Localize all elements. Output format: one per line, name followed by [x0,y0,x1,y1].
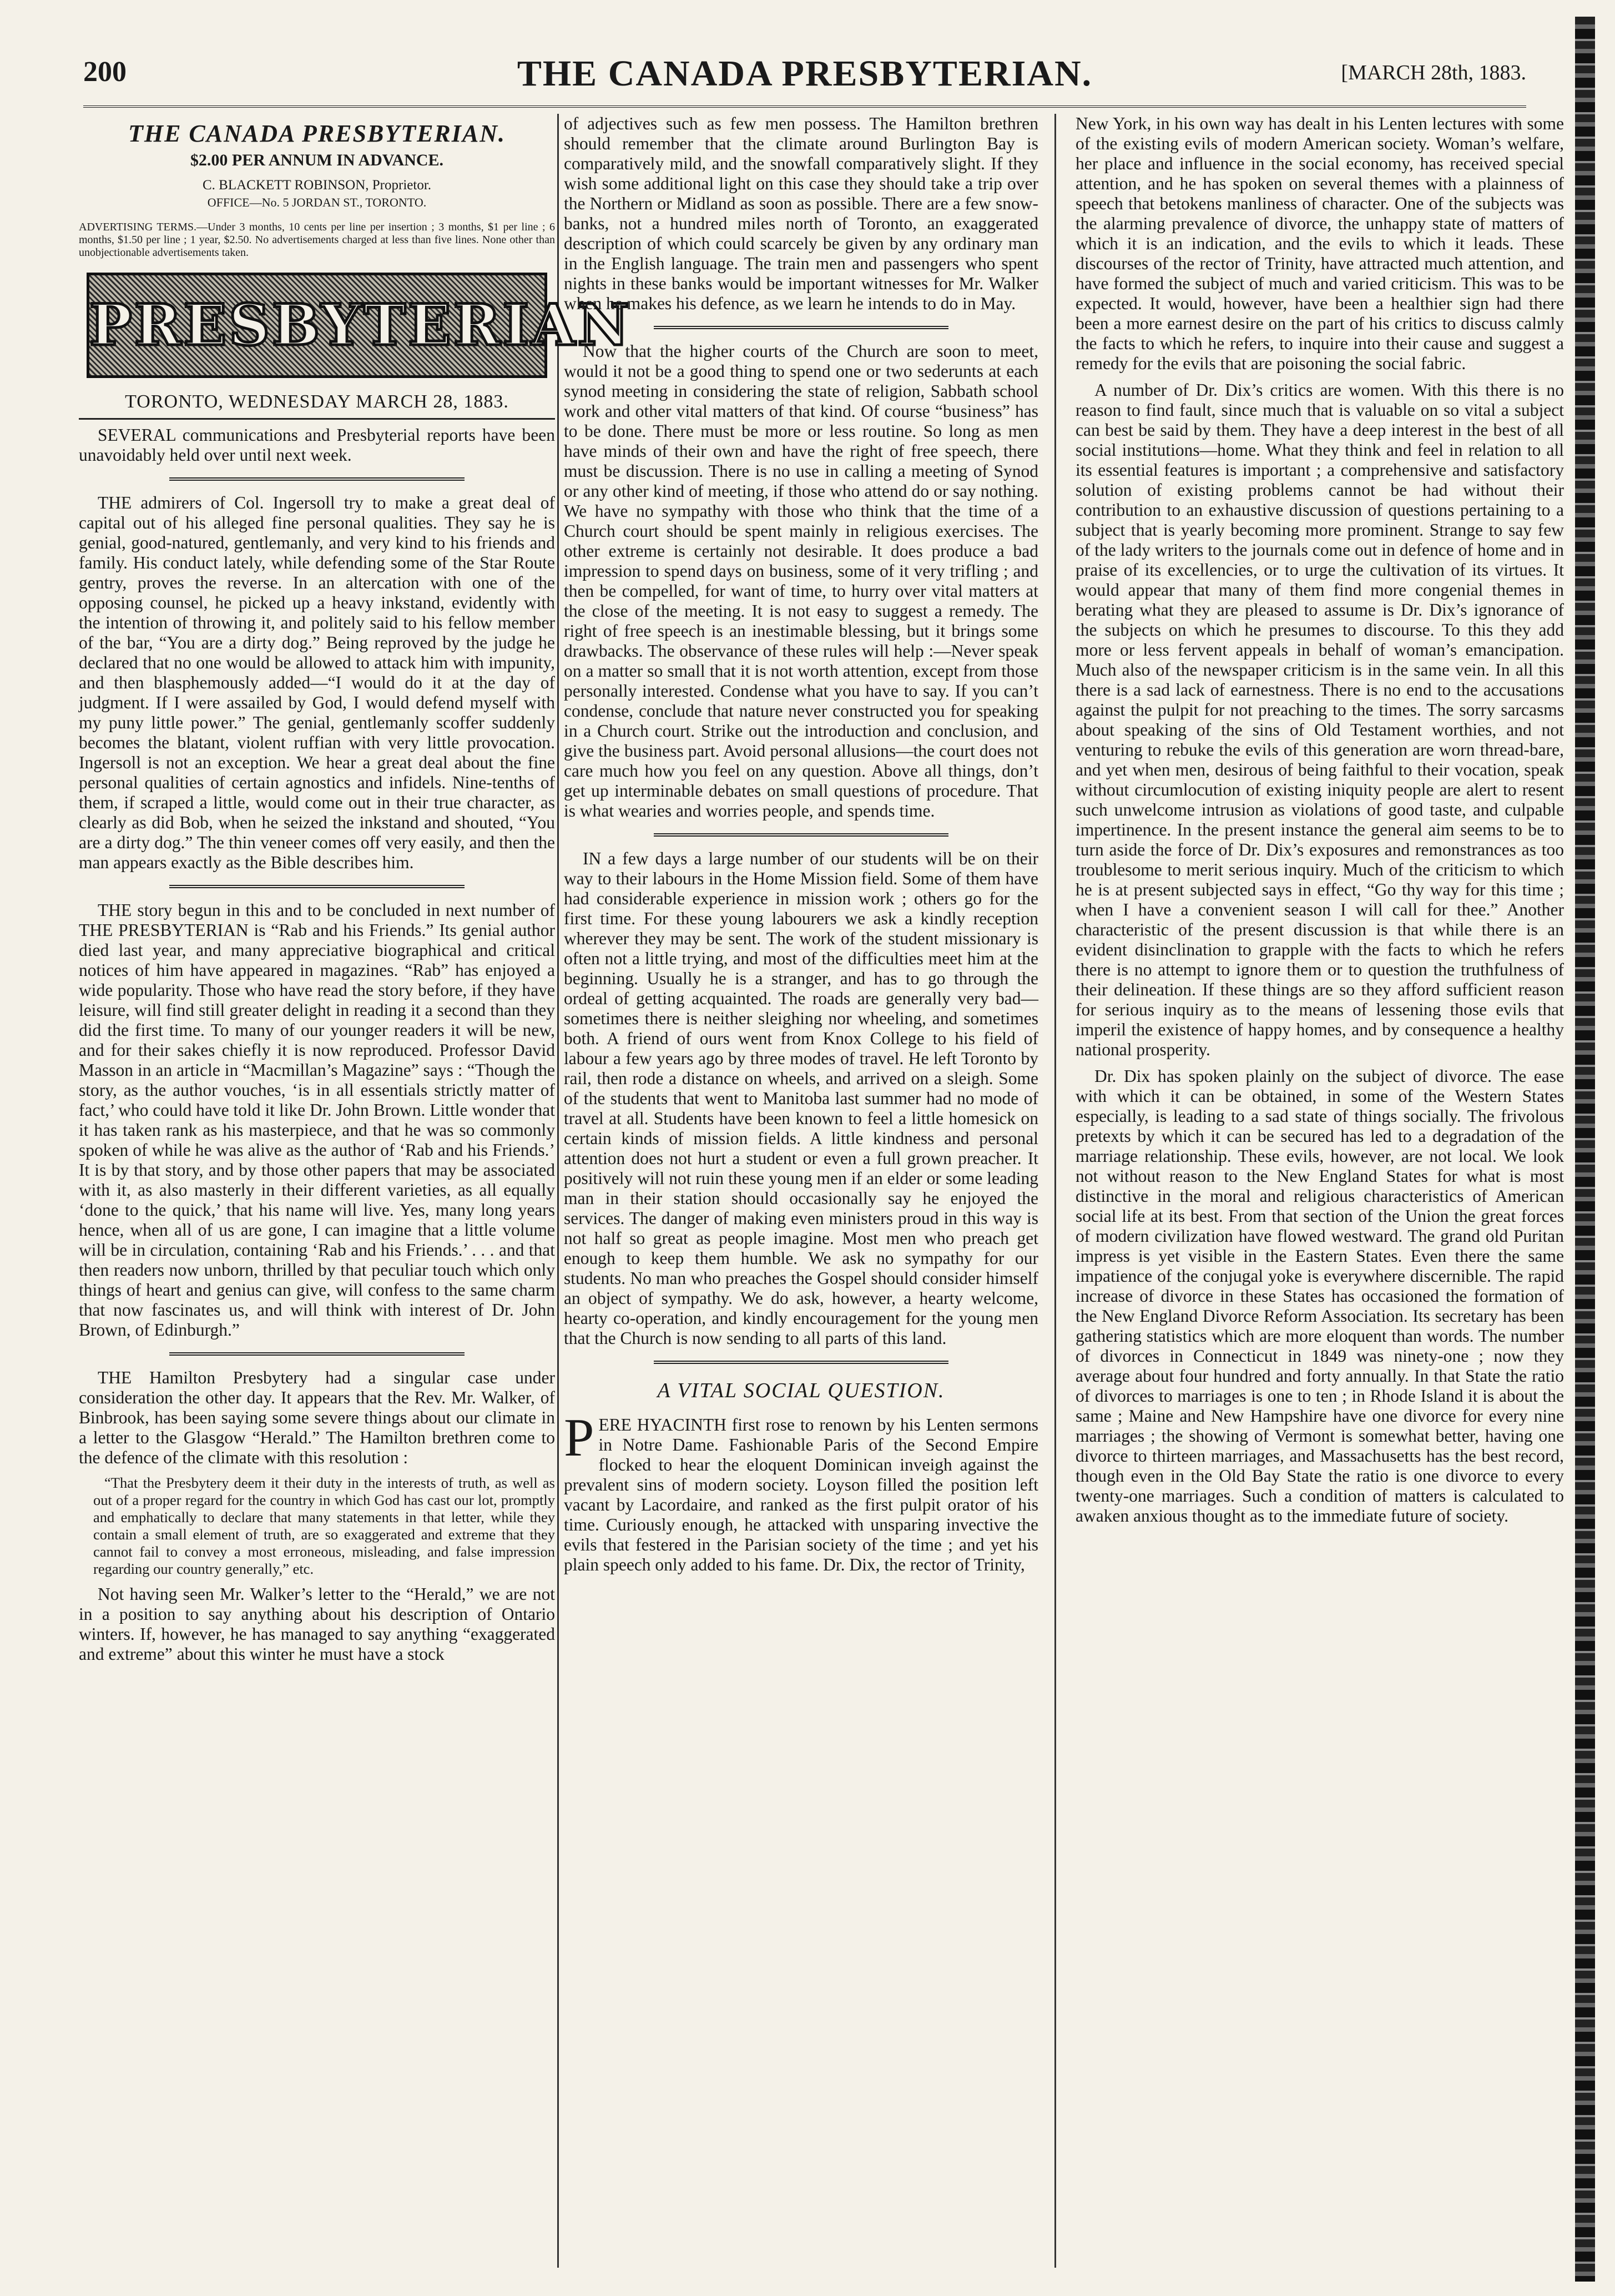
column-divider-2 [1054,114,1056,2268]
subscription-price: $2.00 PER ANNUM IN ADVANCE. [190,151,444,169]
article-opening-text: ERE HYACINTH first rose to renown by his Lenten sermons in Notre Dame. Fashionable Paris of the Second Empire flocked to hear the eloquent Dominican inveigh against the prevalent sins of modern society. Loyson filled the position left vacant by Lacordaire, and ranked as the first pulpit orator of his time. Curiously enough, he attacked with unsparing invective the evils that festered in the Parisian society of the time ; and yet his plain speech only added to his fame. Dr. Dix, the rector of Trinity, [564,1415,1038,1574]
article-title: A VITAL SOCIAL QUESTION. [657,1379,945,1402]
article-divorce-paragraph: Dr. Dix has spoken plainly on the subject of divorce. The ease with which it can be obtained, in some of the Western States especially, is leading to a sad state of things socially. The frivolous pretexts by which it can be secured has led to a degradation of the marriage relationship. These evils, however, are not local. We look not without reason to the New England States for what is most distinctive in the moral and religious characteristics of American social life at its best. From that section of the Union the great forces of modern civilization have flowed westward. The grand old Puritan impress is yet visible in the Eastern States. Even there the same impatience of the conjugal yoke is everywhere discernible. The rapid increase of divorce in these States has occasioned the formation of the New England Divorce Reform Association. Its secretary has been gathering statistics which are more eloquent than words. The number of divorces in Connecticut in 1849 was ninety-one ; now they average about four hundred and forty annually. In that State the ratio of divorces to marriages is one to ten ; in Rhode Island it is about the same ; Maine and New Hampshire have one divorce for every nine marriages ; the showing of Vermont is somewhat better, having one divorce to thirteen marriages, and Massachusetts has the best record, though even in the Old Bay State the ratio is one divorce to every twenty-one marriages. Such a condition of matters is calculated to awaken anxious thought as to the immediate future of society. [1076,1066,1564,1525]
masthead-banner-logo [87,273,632,378]
section-divider [169,1352,465,1356]
column-1 [79,114,632,2279]
drop-cap: P [564,1408,594,1468]
column-divider-1 [557,114,559,2268]
editorial-ingersoll: THE admirers of Col. Ingersoll try to make a great deal of capital out of his alleged fine personal qualities. They say he is genial, good-natured, gentlemanly, and very kind to his friends and family. His conduct lately, while defending some of the Star Route gentry, proves the reverse. In an altercation with one of the opposing counsel, he picked up a heavy inkstand, evidently with the intention of throwing it, and politely said to his fellow member of the bar, “You are a dirty dog.” Being reproved by the judge he declared that no one would be allowed to attack him with impunity, and then blasphemously added—“I would do it at the day of judgment. If I were assailed by God, I would defend myself with my puny little power.” The genial, gentlemanly scoffer suddenly becomes the blatant, violent ruffian with very little provocation. Ingersoll is not an exception. We hear a great deal about the fine personal qualities of certain agnostics and infidels. Nine-tenths of them, if scraped a little, would come out in their true character, as clearly as did Bob, when he seized the inkstand and shouted, “You are a dirty dog.” The thin veneer comes off very easily, and then the man appears exactly as the Bible describes him. [79,493,555,872]
column-3 [1076,114,1564,2279]
scan-edge [1575,17,1595,2282]
editorial-church-courts: Now that the higher courts of the Church are soon to meet, would it not be a good thing to spend one or two sederunts at each synod meeting in considering the state of religion, Sabbath school work and other vital matters of that kind. Of course “business” has to be done. There must be more or less routine. So long as men have minds of their own and have the right of free speech, there must be discussion. There is no use in calling a meeting of Synod or any other kind of meeting, if those who attend do or say nothing. We have no sympathy with those who think that the time of a Church court should be spent mainly in religious exercises. The other extreme is certainly not desirable. It does produce a bad impression to spend days on business, some of it very trifling ; and then be compelled, for want of time, to hurry over vital matters at the close of the meeting. It is not easy to suggest a remedy. The right of free speech is an inestimable blessing, but it brings some drawbacks. The observance of these rules will help :—Never speak on a matter so small that it is not worth attention, except from those personally interested. Condense what you have to say. If you can’t condense, conclude that nature never constructed you for speaking in a Church court. Strike out the introduction and conclusion, and give the business part. Avoid personal allusions—the court does not care much how you feel on any question. Above all things, don’t get up interminable debates on small questions of procedure. That is what wearies and worries people, and spends time. [564,341,1038,820]
newspaper-title: THE CANADA PRESBYTERIAN. [517,53,1093,94]
issue-date: [MARCH 28th, 1883. [1341,61,1526,84]
editorial-hamilton-presbytery: THE Hamilton Presbytery had a singular case under consideration the other day. It appears that the Rev. Mr. Walker, of Binbrook, has been saying some severe things about our climate in a letter to the Glasgow “Herald.” The Hamilton brethren come to the defence of the climate with this resolution : [79,1368,555,1467]
editorial-walker-letter: Not having seen Mr. Walker’s letter to the “Herald,” we are not in a position to say anything about his description of Ontario winters. If, however, he has managed to say anything “exaggerated and extreme” about this winter he must have a stock [79,1584,555,1664]
page-header [83,53,1526,105]
section-divider [654,833,948,837]
banner-text: PRESBYTERIAN [89,292,632,359]
page-number: 200 [83,56,127,88]
section-divider [169,885,465,888]
column-2 [564,114,1038,2279]
advertising-terms: ADVERTISING TERMS.—Under 3 months, 10 cents per line per insertion ; 3 months, $1 per line ; 6 months, $1.50 per line ; 1 year, $2.50. No advertisements charged at less than five lines. None other than unobjectionable advertisements taken. [79,221,555,259]
section-divider [169,477,465,481]
article-vital-social-question-opening [564,1408,1038,1575]
resolution-quote: “That the Presbytery deem it their duty in the interests of truth, as well as out of a proper regard for the country in which God has cast our lot, promptly and emphatically to declare that many statements in that letter, while they contain a small element of truth, are so exaggerated and extreme that they cannot fail to convey a most erroneous, misleading, and false impression regarding our country generally,” etc. [93,1474,555,1577]
header-rule [83,105,1526,108]
article-critics-paragraph: A number of Dr. Dix’s critics are women. With this there is no reason to find fault, since much that is valuable on so vital a subject can best be said by them. They have a deep interest in the best of all social institutions—home. What they think and feel in relation to all its essential features is important ; a comprehensive and satisfactory solution of existing problems cannot be had without their contribution to an exhaustive discussion of questions pertaining to a subject that is yearly becoming more prominent. Strange to say few of the lady writers to the journals come out in defence of home and in praise of its excellencies, or to urge the cultivation of its virtues. It would appear that many of them find more congenial themes in berating what they are pleased to assume is Dr. Dix’s ignorance of the subjects on which he presumes to discourse. To this they add more or less fervent appeals in behalf of woman’s emancipation. Much also of the newspaper criticism is in the same vein. In all this there is a sad lack of earnestness. There is no end to the accusations against the pulpit for not preaching to the times. The sorry sarcasms about speaking of the sins of Old Testament worthies, and not venturing to rebuke the evils of this generation are worn thread-bare, and yet when men, desirous of being faithful to their vocation, speak without circumlocution of existing iniquity people are alert to resent such unwelcome intrusion as violations of good taste, and culpable impertinence. In the present instance the general aim seems to be to turn aside the force of Dr. Dix’s exposures and remonstrances as too troublesome to merit serious inquiry. Much of the criticism to which he is at present subjected says in effect, “Go thy way for this time ; when I have a convenient season I will call for thee.” Another characteristic of the present discussion is that while there is an evident disinclination to grapple with the facts to which he refers there is no attempt to ignore them or to question the truthfulness of their delineation. If these things are so they afford sufficient reason for serious inquiry as to the means of lessening those evils that imperil the existence of happy homes, and by consequence a healthy national prosperity. [1076,380,1564,1059]
editorial-climate-continued: of adjectives such as few men possess. The Hamilton brethren should remember that the climate around Burlington Bay is comparatively mild, and the snowfall comparatively slight. If they wish some additional light on this case they should take a trip over the Northern or Midland as soon as possible. There are a few snow-banks, not a hundred miles north of Toronto, an exaggerated description of which could scarcely be given by any ordinary man in the English language. The train men and passengers who spent nights in these banks would be important witnesses for Mr. Walker when he makes his defence, as we learn he intends to do in May. [564,114,1038,313]
section-divider [654,326,948,329]
publisher-line: C. BLACKETT ROBINSON, Proprietor. [202,178,432,193]
article-continued: New York, in his own way has dealt in his Lenten lectures with some of the existing evils of modern American society. Woman’s welfare, her place and influence in the social economy, has received special attention, and he has spoken on several themes with a plainness of speech that betokens manliness of character. One of the subjects was the alarming prevalence of divorce, the unhappy state of matters of which it is an indication, and the evils to which it leads. These discourses of the rector of Trinity, have attracted much attention, and have formed the subject of much and varied criticism. This was to be expected. It would, however, have been a healthier sign had there been a more earnest desire on the part of his critics to discuss calmly the facts to which he refers, to inquire into their cause and suggest a remedy for the evils that are poisoning the social fabric. [1076,114,1564,373]
editorial-home-mission-students: IN a few days a large number of our students will be on their way to their labours in the Home Mission field. Some of them have had considerable experience in mission work ; others go for the first time. For these young labourers we ask a kindly reception wherever they may be sent. The work of the student missionary is often not a little trying, and most of the difficulties meet him at the beginning. Usually he is a stranger, and has to go through the ordeal of getting acquainted. The roads are generally very bad—sometimes there is neither sleighing nor wheeling, and sometimes both. A friend of ours went from Knox College to his field of labour a few years ago by three modes of travel. He left Toronto by rail, then rode a distance on wheels, and arrived on a sleigh. Some of the students that went to Manitoba last summer had no mode of travel at all. Students have been known to feel a little homesick on certain kinds of mission fields. A little kindness and personal attention does not hurt a student or even a full grown preacher. It positively will not ruin these young men if an elder or some leading man in their station should occasionally say he enjoyed the services. The danger of making even ministers proud in this way is not half so great as people imagine. Most men who preach get enough to keep them humble. We ask no sympathy for our students. No man who preaches the Gospel should consider himself an object of sympathy. We do ask, however, a hearty welcome, hearty co-operation, and kindly encouragement for the young men that the Church is now sending to all parts of this land. [564,849,1038,1348]
editorial-rab-and-his-friends: THE story begun in this and to be concluded in next number of THE PRESBYTERIAN is “Rab and his Friends.” Its genial author died last year, and many appreciative biographical and critical notices of him have appeared in magazines. “Rab” has enjoyed a wide popularity. Those who have read the story before, if they have leisure, will find still greater delight in reading it a second than they did the first time. To many of our younger readers it will be new, and for their sakes chiefly it is now reproduced. Professor David Masson in an article in “Macmillan’s Magazine” says : “Though the story, as the author vouches, ‘is in all essentials strictly matter of fact,’ who could have told it like Dr. John Brown. Little wonder that it has taken rank as his masterpiece, and that he was so commonly spoken of while he was alive as the author of ‘Rab and his Friends.’ It is by that story, and by those other papers that may be associated with it, as also masterly in their different varieties, as all equally ‘done to the quick,’ that his name will live. Yes, many long years hence, when all of us are gone, I can imagine that a little volume will be in circulation, containing ‘Rab and his Friends.’ . . . and that then readers now unborn, thrilled by that peculiar touch which only things of heart and genius can give, will confess to the same charm that now fascinates us, and will think with interest of Dr. John Brown, of Edinburgh.” [79,900,555,1340]
dateline-rule [79,418,555,420]
editorial-notice: SEVERAL communications and Presbyterial reports have been unavoidably held over until next week. [79,425,555,465]
dateline: TORONTO, WEDNESDAY MARCH 28, 1883. [125,391,509,412]
office-address: OFFICE—No. 5 JORDAN ST., TORONTO. [207,195,427,209]
masthead-title: THE CANADA PRESBYTERIAN. [128,120,506,147]
section-divider [654,1361,948,1364]
